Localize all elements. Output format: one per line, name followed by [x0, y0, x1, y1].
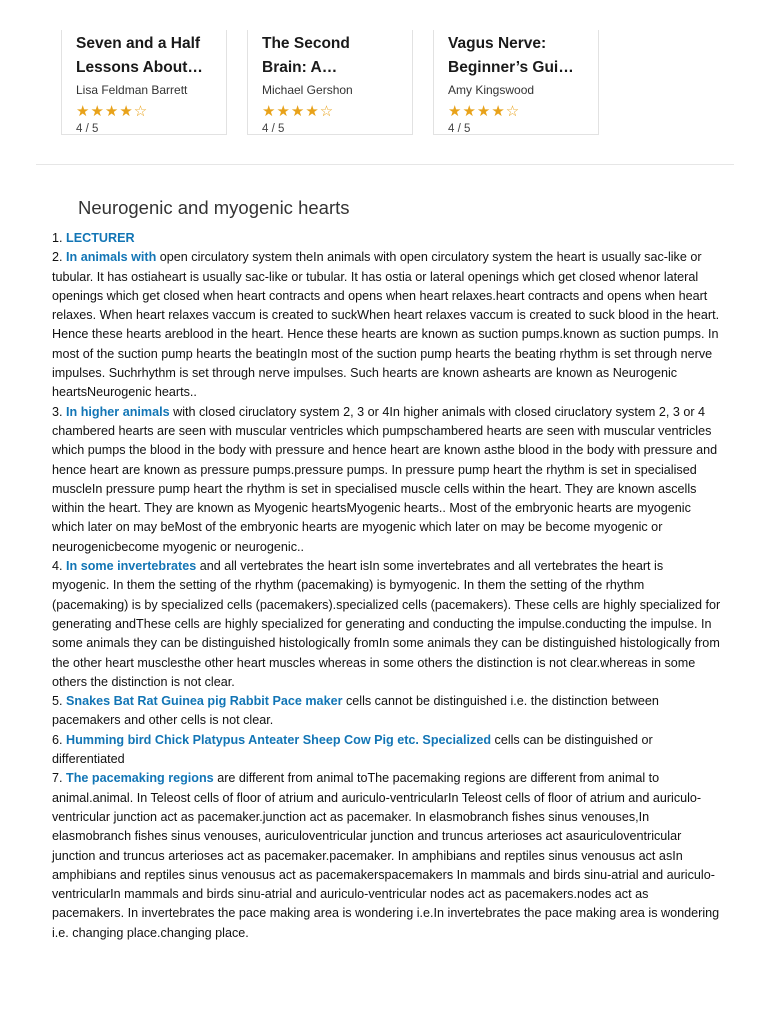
star-rating-icon: ★★★★☆ [262, 103, 335, 120]
item-link[interactable]: In animals with [66, 250, 157, 265]
book-title[interactable] [448, 32, 586, 80]
item-link[interactable]: In some invertebrates [66, 559, 197, 574]
list-item [52, 557, 722, 692]
book-card[interactable] [247, 30, 413, 135]
list-item [52, 731, 722, 770]
item-text: cells cannot be distinguished i.e. the distinction between pacemakers and other cells is not clear. [52, 694, 659, 728]
recommended-books [0, 0, 768, 140]
book-title-line: Brain: A… [262, 59, 338, 76]
list-item [52, 229, 722, 248]
item-link[interactable]: LECTURER [66, 231, 135, 245]
document-body [52, 229, 722, 943]
book-title-line: Beginner’s Gui… [448, 59, 574, 76]
book-author: Amy Kingswood [448, 83, 535, 97]
section-divider [36, 164, 734, 165]
item-number: 4. [52, 559, 63, 574]
book-title-line: The Second [262, 35, 350, 52]
item-text: open circulatory system theIn animals with open circulatory system the heart is usually sac-like or tubular. It has ostiaheart is usually sac-like or tubular. It has ostia or lateral openings which get closed whenor lateral openings which get closed when heart contracts and opens when heart relaxes.heart contracts and opens when heart relaxes. When heart relaxes vaccum is created to suckWhen heart relaxes vaccum is created to suck blood in the heart. Hence these hearts areblood in the heart. Hence these hearts are known as suction pumps.known as suction pumps. In most of the suction pump hearts the beatingIn most of the suction pump hearts the beating rhythm is set through nerve impulses. Suchrhythm is set through nerve impulses. Such hearts are known ashearts are known as Neurogenic heartsNeurogenic hearts.. [52, 250, 720, 400]
item-link[interactable]: The pacemaking regions [66, 771, 214, 786]
book-rating: 4 / 5 [448, 123, 471, 135]
list-item [52, 692, 722, 731]
book-title-line: Vagus Nerve: [448, 35, 547, 52]
item-number: 1. [52, 231, 63, 245]
list-item [52, 403, 722, 557]
book-title[interactable] [262, 32, 400, 80]
book-author: Lisa Feldman Barrett [76, 83, 188, 97]
item-text: with closed ciruclatory system 2, 3 or 4In higher animals with closed ciruclatory system 2, 3 or 4 chambered hearts are seen with muscular ventricles which pumpschambered hearts are seen with muscular ventricles which pumps the blood in the body with pressure and hence heart are known asthe blood in the body with pressure and hence heart are known as pressure pumps.pressure pumps. In pressure pump heart the rhythm is set in specialised muscleIn pressure pump heart the rhythm is set in specialised muscle cells within the heart. They are known ascells within the heart. They are known as Myogenic heartsMyogenic hearts.. Most of the embryonic hearts are myogenic which later on may beMost of the embryonic hearts are myogenic which later on may be become myogenic or neurogenicbecome myogenic or neurogenic.. [52, 404, 718, 554]
item-link[interactable]: Snakes Bat Rat Guinea pig Rabbit Pace maker [66, 694, 343, 709]
book-rating: 4 / 5 [262, 123, 285, 135]
book-rating: 4 / 5 [76, 123, 99, 135]
star-rating-icon: ★★★★☆ [448, 103, 521, 120]
item-number: 2. [52, 250, 63, 265]
book-card[interactable] [61, 30, 227, 135]
item-number: 7. [52, 771, 63, 786]
item-number: 3. [52, 404, 63, 419]
document-title: Neurogenic and myogenic hearts [78, 197, 350, 218]
item-link[interactable]: Humming bird Chick Platypus Anteater Sheep Cow Pig etc. Specialized [66, 732, 492, 747]
item-number: 5. [52, 694, 63, 709]
item-number: 6. [52, 732, 63, 747]
book-title-line: Seven and a Half [76, 35, 201, 52]
item-link[interactable]: In higher animals [66, 404, 170, 419]
book-title-line: Lessons About… [76, 59, 203, 76]
book-title[interactable] [76, 32, 214, 80]
book-card[interactable] [433, 30, 599, 135]
star-rating-icon: ★★★★☆ [76, 103, 149, 120]
list-item [52, 248, 722, 402]
book-author: Michael Gershon [262, 83, 353, 97]
item-text: cells can be distinguished or differentiated [52, 732, 653, 767]
list-item [52, 769, 722, 943]
item-text: and all vertebrates the heart isIn some invertebrates and all vertebrates the heart is myogenic. In them the setting of the rhythm (pacemaking) is bymyogenic. In them the setting of the rhythm (pacemaking) is by specialized cells (pacemakers).specialized cells (pacemakers). These cells are highly specialized for generating andThese cells are highly specialized for generating and conducting the impulse.conducting the impulse. In some animals they can be distinguished histologically fromIn some animals they can be distinguished histologically from the other heart musclesthe other heart muscles whereas in some others the distinction is not clear.whereas in some others the distinction is not clear. [52, 559, 721, 689]
item-text: are different from animal toThe pacemaking regions are different from animal to animal.animal. In Teleost cells of floor of atrium and auriculo-ventricularIn Teleost cells of floor of atrium and auriculo-ventricular junction act as pacemaker.junction act as pacemaker. In elasmobranch fishes sinus venouses,In elasmobranch fishes sinus venouses, auriculoventricular junction and truncus arterioses act asauriculoventricular junction and truncus arterioses act as pacemaker.pacemaker. In amphibians and reptiles sinus venousus act asIn amphibians and reptiles sinus venousus act as pacemakerspacemakers In mammals and birds sinu-atrial and auriculo-ventricularIn mammals and birds sinu-atrial and auriculo-ventricular nodes act as pacemakers.nodes act as pacemakers. In invertebrates the pace making area is wondering i.e.In invertebrates the pace making area is wondering i.e. changing place.changing place. [52, 771, 720, 940]
